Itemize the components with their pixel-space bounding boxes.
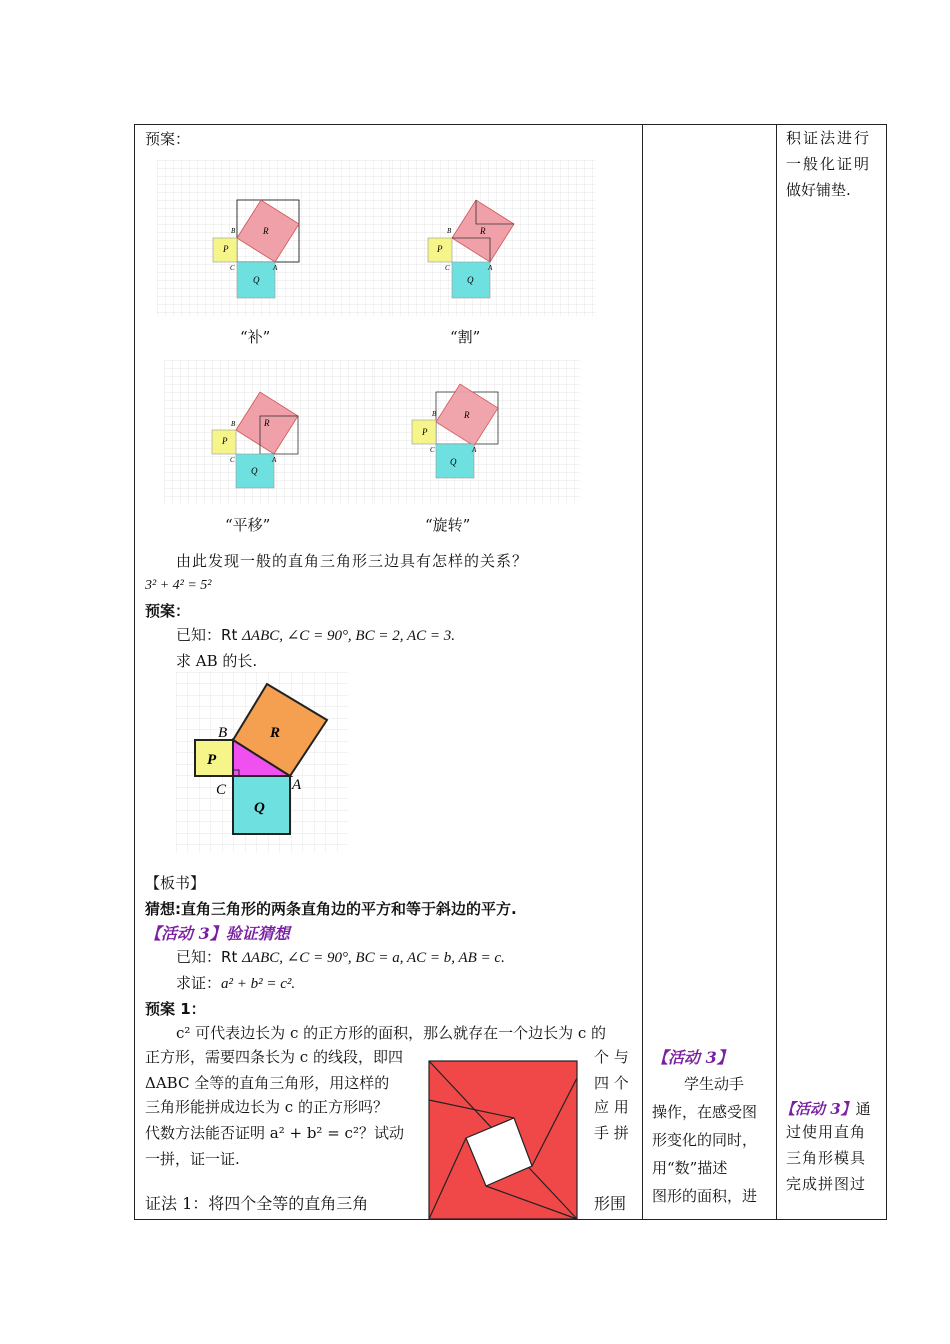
para-line-2: 正方形，需要四条长为 c 的线段，即四 — [145, 1048, 403, 1066]
label-B: B — [231, 227, 236, 235]
svg-text:A: A — [472, 446, 477, 454]
figure-ge — [392, 160, 596, 316]
label-A: A — [273, 264, 278, 272]
question-text: 由此发现一般的直角三角形三边具有怎样的关系？ — [176, 552, 529, 570]
para-line-3: ΔABC 全等的直角三角形，用这样的 — [145, 1074, 390, 1092]
para-line-4-right: 应 用 — [594, 1098, 629, 1116]
svg-text:R: R — [464, 410, 470, 420]
col3-activity3: 【活动 3】通 — [780, 1100, 871, 1118]
column-divider-2 — [776, 125, 777, 1219]
label-Q: Q — [253, 275, 260, 285]
para-line-1: c² 可代表边长为 c 的正方形的面积，那么就存在一个边长为 c 的 — [176, 1024, 607, 1042]
yuan-an-label: 预案： — [145, 130, 191, 148]
col3-bottom-3: 完成拼图过 — [786, 1175, 867, 1193]
svg-text:A: A — [272, 456, 277, 464]
col3-line-3: 做好铺垫. — [786, 181, 851, 199]
col3-line-1: 积证法进行 — [786, 129, 872, 147]
svg-text:B: B — [231, 420, 236, 428]
col3-bottom-1: 过使用直角 — [786, 1123, 867, 1141]
svg-text:P: P — [222, 436, 228, 446]
para-line-2-right: 个 与 — [594, 1048, 629, 1066]
svg-text:C: C — [430, 446, 435, 454]
figure-xuanzhuan — [374, 360, 580, 504]
equation-345: 3² + 4² = 5² — [145, 578, 212, 593]
figure-bu — [157, 160, 393, 316]
svg-text:P: P — [437, 244, 443, 254]
caption-bu: “补” — [240, 328, 271, 346]
svg-text:B: B — [218, 725, 228, 741]
svg-text:A: A — [488, 264, 493, 272]
svg-text:C: C — [445, 264, 450, 272]
svg-text:R: R — [270, 725, 281, 741]
col2-line-1: 学生动手 — [684, 1075, 745, 1093]
yuan-an-bold: 预案： — [145, 602, 191, 620]
col2-line-3: 形变化的同时， — [652, 1131, 758, 1149]
label-C: C — [230, 264, 235, 272]
known-1: 已知：Rt ΔABC, ∠C = 90°, BC = 2, AC = 3. — [176, 626, 455, 644]
col3-bottom-2: 三角形模具 — [786, 1149, 867, 1167]
activity3-heading: 【活动 3】验证猜想 — [145, 924, 290, 943]
caption-ge: “割” — [450, 328, 481, 346]
para-line-6: 一拼，证一证. — [145, 1150, 240, 1168]
svg-text:Q: Q — [450, 457, 457, 467]
yuan-an-1: 预案 1： — [145, 1000, 206, 1018]
col2-line-2: 操作，在感受图 — [652, 1103, 758, 1121]
svg-text:A: A — [292, 777, 302, 793]
svg-text:B: B — [447, 227, 452, 235]
ask-ab: 求 AB 的长. — [176, 652, 258, 670]
label-P: P — [223, 244, 229, 254]
svg-text:Q: Q — [254, 800, 265, 816]
conjecture-text: 猜想:直角三角形的两条直角边的平方和等于斜边的平方. — [145, 900, 517, 918]
proof-1: 证法 1：将四个全等的直角三角 — [145, 1194, 369, 1213]
known-2: 已知：Rt ΔABC, ∠C = 90°, BC = a, AC = b, AB = c. — [176, 948, 505, 966]
para-line-5-right: 手 拼 — [594, 1124, 629, 1142]
svg-text:R: R — [480, 226, 486, 236]
svg-text:Q: Q — [251, 466, 258, 476]
svg-text:P: P — [422, 427, 428, 437]
svg-text:R: R — [264, 418, 270, 428]
svg-text:B: B — [432, 410, 437, 418]
caption-pingyi: “平移” — [225, 516, 271, 534]
prove-line: 求证：a² + b² = c². — [176, 974, 296, 992]
para-line-3-right: 四 个 — [594, 1074, 629, 1092]
column-divider-1 — [642, 125, 643, 1219]
col2-line-5: 图形的面积，进 — [652, 1187, 758, 1205]
caption-xuanzhuan: “旋转” — [425, 516, 471, 534]
figure-four-triangles — [428, 1060, 578, 1220]
svg-text:C: C — [230, 456, 235, 464]
svg-text:P: P — [207, 752, 217, 768]
figure-pqr — [176, 672, 348, 852]
svg-text:Q: Q — [467, 275, 474, 285]
banshu-label: 【板书】 — [145, 874, 206, 892]
para-line-5: 代数方法能否证明 a² + b² = c²？试动 — [145, 1124, 404, 1142]
col3-line-2: 一般化证明 — [786, 155, 872, 173]
col2-line-4: 用“数”描述 — [652, 1159, 728, 1177]
figure-pingyi — [164, 360, 374, 504]
para-line-4: 三角形能拼成边长为 c 的正方形吗？ — [145, 1098, 388, 1116]
proof-1-right: 形围 — [594, 1194, 627, 1213]
col2-activity3: 【活动 3】 — [652, 1048, 733, 1067]
label-R: R — [263, 226, 269, 236]
svg-text:C: C — [216, 782, 227, 798]
